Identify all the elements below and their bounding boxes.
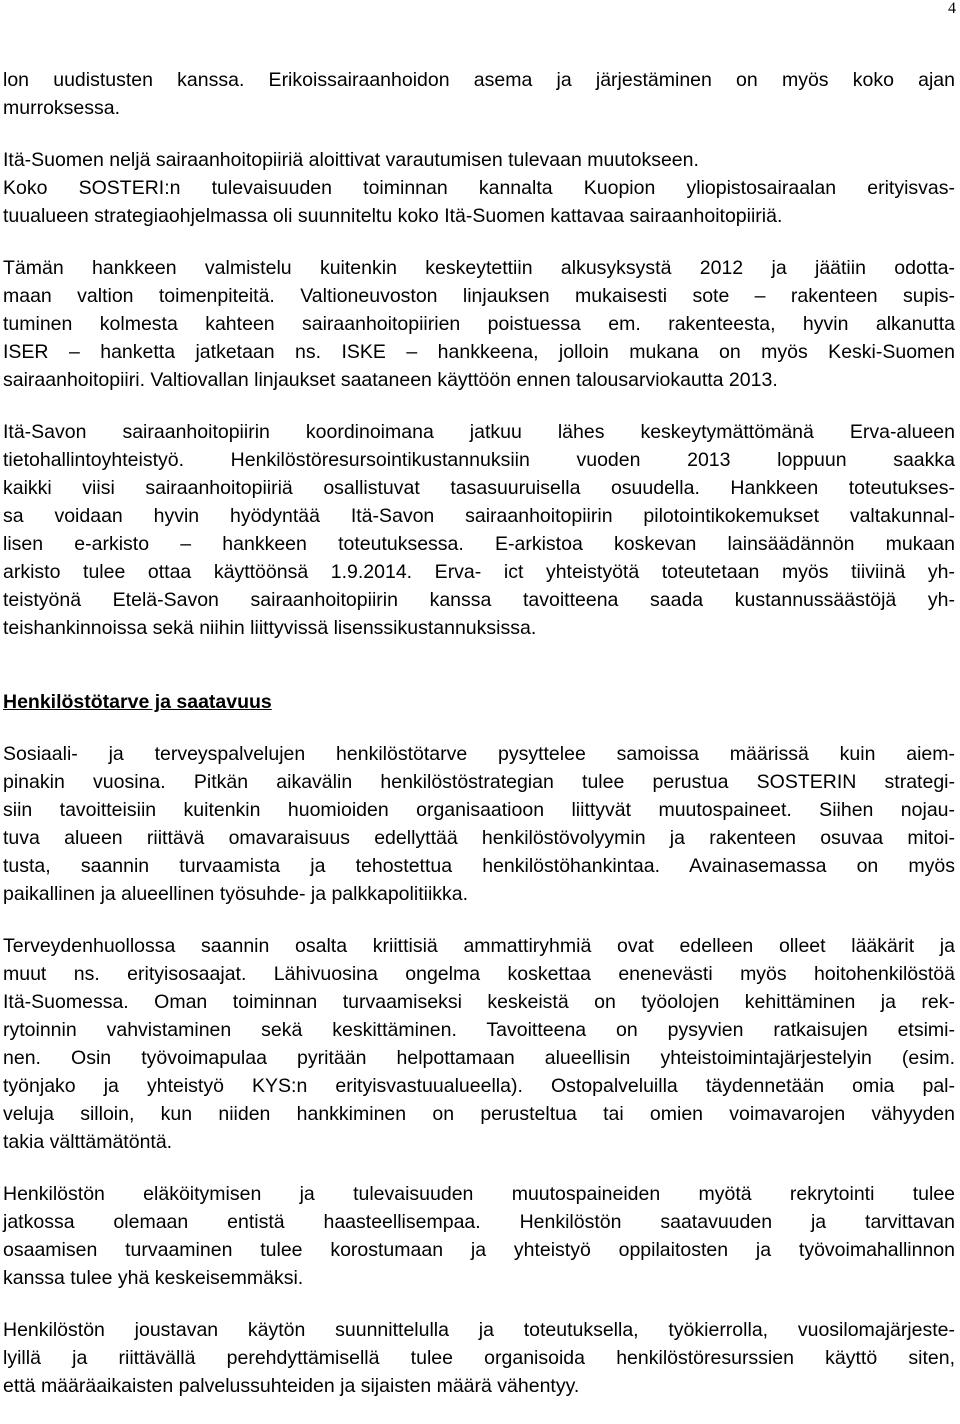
text-line: rytoinnin vahvistaminen sekä keskittäminen. Tavoitteena on pysyvien ratkaisujen etsimi-	[3, 1019, 955, 1041]
paragraph-ita-savo	[3, 418, 955, 642]
text-line: lon uudistusten kanssa. Erikoissairaanhoidon asema ja järjestäminen on myös koko ajan	[3, 69, 955, 91]
text-line: osaamisen turvaaminen tulee korostumaan ja yhteistyö oppilaitosten ja työvoimahallinnon	[3, 1239, 955, 1261]
paragraph-hanke	[3, 254, 955, 394]
text-line: Itä-Suomessa. Oman toiminnan turvaamiseksi keskeistä on työolojen kehittäminen ja rek-	[3, 991, 955, 1013]
text-line: siin tavoitteisiin kuitenkin huomioiden organisaatioon liittyvät muutospaineet. Siihen nojau-	[3, 799, 955, 821]
section-heading: Henkilöstötarve ja saatavuus	[3, 691, 272, 713]
text-line: ISER – hanketta jatketaan ns. ISKE – hankkeena, jolloin mukana on myös Keski-Suomen	[3, 341, 955, 363]
paragraph-joustava-kaytto	[3, 1316, 955, 1400]
text-line: Tämän hankkeen valmistelu kuitenkin keskeytettiin alkusyksystä 2012 ja jäätiin odotta-	[3, 257, 955, 279]
text-line: lisen e-arkisto – hankkeen toteutuksessa. E-arkistoa koskevan lainsäädännön mukaan	[3, 533, 955, 555]
text-line: Henkilöstön joustavan käytön suunnittelulla ja toteutuksella, työkierrolla, vuosilomajärjeste-	[3, 1319, 955, 1341]
paragraph-henkilostotarve	[3, 740, 955, 908]
text-line: sairaanhoitopiiri. Valtiovallan linjaukset saataneen käyttöön ennen talousarviokautta 2013.	[3, 369, 778, 391]
text-line: tuva alueen riittävä omavaraisuus edellyttää henkilöstövolyymin ja rakenteen osuvaa mitoi-	[3, 827, 955, 849]
text-line: takia välttämätöntä.	[3, 1131, 173, 1153]
page-number: 4	[948, 0, 956, 17]
text-line: nen. Osin työvoimapulaa pyritään helpottamaan alueellisin yhteistoimintajärjestelyin (esim.	[3, 1047, 955, 1069]
text-line: Terveydenhuollossa saannin osalta kriittisiä ammattiryhmiä ovat edelleen olleet lääkärit ja	[3, 935, 955, 957]
text-line: työnjako ja yhteistyö KYS:n erityisvastuualueella). Ostopalveluilla täydennetään omia pal-	[3, 1075, 955, 1097]
document-body	[3, 66, 955, 1424]
text-line: murroksessa.	[3, 97, 121, 119]
text-line: kanssa tulee yhä keskeisemmäksi.	[3, 1267, 304, 1289]
text-line: Itä-Savon sairaanhoitopiirin koordinoimana jatkuu lähes keskeytymättömänä Erva-alueen	[3, 421, 955, 443]
text-line: että määräaikaisten palvelussuhteiden ja sijaisten määrä vähentyy.	[3, 1375, 580, 1397]
text-line: Sosiaali- ja terveyspalvelujen henkilöstötarve pysyttelee samoissa määrissä kuin aiem-	[3, 743, 955, 765]
text-line: paikallinen ja alueellinen työsuhde- ja palkkapolitiikka.	[3, 883, 469, 905]
text-line: jatkossa olemaan entistä haasteellisempaa. Henkilöstön saatavuuden ja tarvittavan	[3, 1211, 955, 1233]
text-line: tietohallintoyhteistyö. Henkilöstöresursointikustannuksiin vuoden 2013 loppuun saakka	[3, 449, 955, 471]
text-line: lyillä ja riittävällä perehdyttämisellä tulee organisoida henkilöstöresurssien käyttö siten,	[3, 1347, 955, 1369]
text-line: tusta, saannin turvaamista ja tehostettua henkilöstöhankintaa. Avainasemassa on myös	[3, 855, 955, 877]
text-line: Itä-Suomen neljä sairaanhoitopiiriä aloittivat varautumisen tulevaan muutokseen.	[3, 149, 699, 171]
text-line: arkisto tulee ottaa käyttöönsä 1.9.2014. Erva- ict yhteistyötä toteutetaan myös tiiviinä yh-	[3, 561, 955, 583]
paragraph-elakoityminen	[3, 1180, 955, 1292]
paragraph-ita-suomi	[3, 146, 955, 230]
text-line: teishankinnoissa sekä niihin liittyvissä lisenssikustannuksissa.	[3, 617, 537, 639]
paragraph-intro-end	[3, 66, 955, 122]
text-line: kaikki viisi sairaanhoitopiiriä osallistuvat tasasuuruisella osuudella. Hankkeen toteutukses-	[3, 477, 955, 499]
text-line: Koko SOSTERI:n tulevaisuuden toiminnan kannalta Kuopion yliopistosairaalan erityisvas-	[3, 177, 955, 199]
text-line: tuminen kolmesta kahteen sairaanhoitopiirien poistuessa em. rakenteesta, hyvin alkanutta	[3, 313, 955, 335]
paragraph-terveydenhuolto	[3, 932, 955, 1156]
text-line: tuualueen strategiaohjelmassa oli suunniteltu koko Itä-Suomen kattavaa sairaanhoitopiiriä.	[3, 205, 783, 227]
text-line: maan valtion toimenpiteitä. Valtioneuvoston linjauksen mukaisesti sote – rakenteen supis-	[3, 285, 955, 307]
text-line: teistyönä Etelä-Savon sairaanhoitopiirin kanssa tavoitteena saada kustannussäästöjä yh-	[3, 589, 955, 611]
text-line: muut ns. erityisosaajat. Lähivuosina ongelma koskettaa enenevästi myös hoitohenkilöstöä	[3, 963, 955, 985]
text-line: sa voidaan hyvin hyödyntää Itä-Savon sairaanhoitopiirin pilotointikokemukset valtakunnal-	[3, 505, 955, 527]
text-line: Henkilöstön eläköitymisen ja tulevaisuuden muutospaineiden myötä rekrytointi tulee	[3, 1183, 955, 1205]
text-line: veluja silloin, kun niiden hankkiminen on perusteltua tai omien voimavarojen vähyyden	[3, 1103, 955, 1125]
text-line: pinakin vuosina. Pitkän aikavälin henkilöstöstrategian tulee perustua SOSTERIN strategi-	[3, 771, 955, 793]
